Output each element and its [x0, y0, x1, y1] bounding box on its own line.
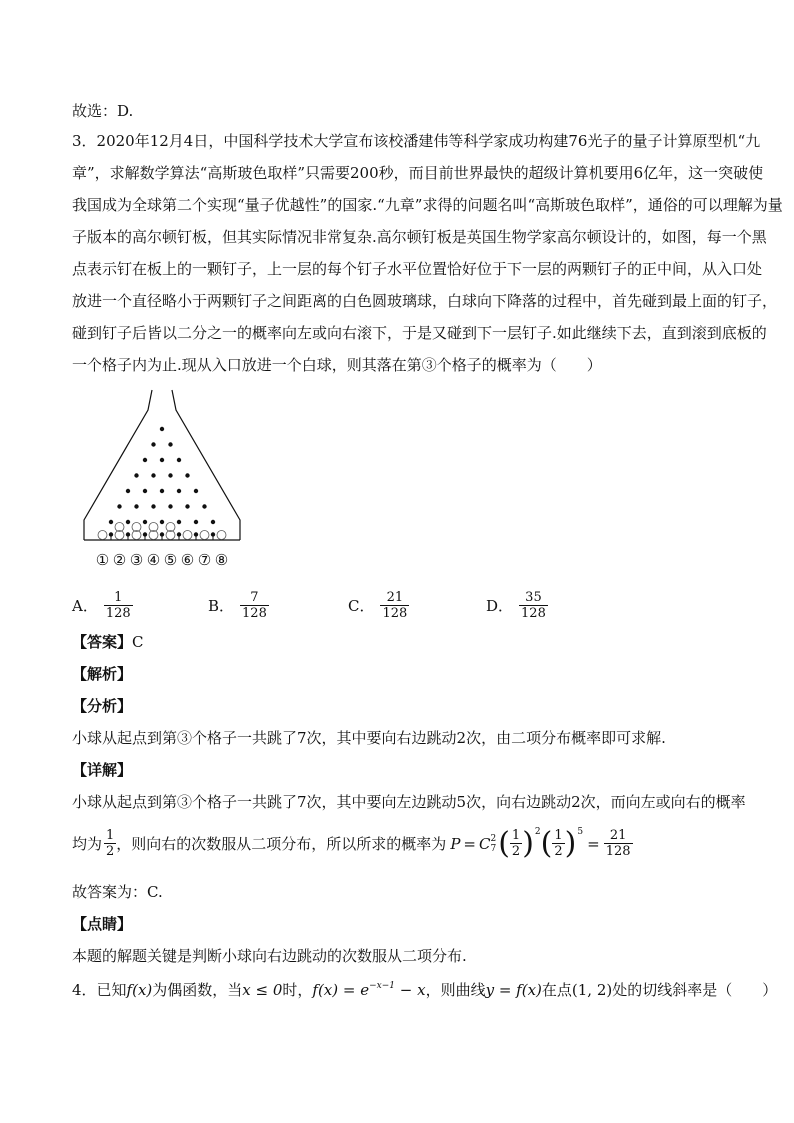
denominator: 128: [521, 606, 546, 621]
detail-text: 小球从起点到第③个格子一共跳了7次，其中要向左边跳动5次，向右边跳动2次，而向左或向右的概率: [72, 793, 746, 811]
slot-label: ⑥: [180, 551, 195, 569]
q4-math: (1, 2): [571, 981, 613, 999]
q4-text: 处的切线斜率是（ ）: [612, 981, 778, 999]
peg: [160, 458, 164, 462]
dianjing-text: 本题的解题关键是判断小球向右边跳动的次数服从二项分布.: [72, 947, 467, 965]
q4-text: ，则曲线: [425, 981, 486, 999]
slot-label: ⑧: [214, 551, 229, 569]
detail-tag: 【详解】: [72, 761, 133, 779]
peg: [211, 520, 215, 524]
numerator: 21: [386, 590, 404, 605]
answer-tag: 【答案】: [72, 633, 133, 651]
numerator: 7: [250, 590, 259, 605]
peg: [185, 473, 189, 477]
result-fraction: [604, 828, 633, 859]
white-ball: [183, 531, 192, 540]
peg: [202, 504, 206, 508]
peg: [194, 520, 198, 524]
paren-open: (: [540, 825, 553, 861]
q4-math: x ≤ 0: [242, 981, 283, 999]
choice-a[interactable]: [72, 590, 133, 621]
q4-text: 时，: [282, 981, 313, 999]
denominator: 2: [554, 844, 563, 859]
galton-board-figure: [72, 385, 252, 575]
fenxi-text: 小球从起点到第③个格子一共跳了7次，其中要向右边跳动2次，由二项分布概率即可求解.: [72, 729, 666, 747]
peg: [134, 504, 138, 508]
white-ball: [200, 531, 209, 540]
probability-formula: [72, 825, 633, 861]
peg: [134, 473, 138, 477]
q4-math: y = f(x): [485, 981, 542, 999]
numerator: 1: [106, 828, 115, 843]
choice-fraction: [519, 590, 548, 621]
analysis-tag: 【解析】: [72, 665, 133, 683]
peg: [168, 473, 172, 477]
combination-sub: 7: [490, 843, 497, 854]
half-fraction: [552, 828, 564, 859]
answer-value: C: [132, 633, 144, 651]
q3-line: 碰到钉子后皆以二分之一的概率向左或向右滚下，于是又碰到下一层钉子.如此继续下去，直到滚到底板的: [72, 324, 767, 342]
peg: [143, 489, 147, 493]
denominator: 2: [106, 844, 115, 859]
formula-prefix: 均为: [72, 835, 103, 853]
peg: [151, 504, 155, 508]
slot-label: ①: [95, 551, 110, 569]
choice-c[interactable]: [348, 590, 409, 621]
q4-text: 为偶函数，当: [152, 981, 243, 999]
formula-c: C: [478, 834, 491, 853]
q4-text: 4．已知: [72, 981, 127, 999]
q3-line: 章”，求解数学算法“高斯玻色取样”只需要200秒，而目前世界最快的超级计算机要用6亿年，这一突破使: [72, 164, 764, 182]
q3-line: 一个格子内为止.现从入口放进一个白球，则其落在第③个格子的概率为（ ）: [72, 356, 602, 374]
peg: [177, 520, 181, 524]
peg: [151, 442, 155, 446]
slot-label: ⑤: [163, 551, 178, 569]
peg: [194, 489, 198, 493]
slot-label: ③: [129, 551, 144, 569]
numerator: 1: [114, 590, 123, 605]
answer-line: [72, 632, 144, 652]
peg: [143, 520, 147, 524]
peg: [143, 458, 147, 462]
paren-close: ): [522, 825, 534, 861]
peg: [160, 427, 164, 431]
choice-letter: C．: [348, 596, 375, 615]
peg: [168, 442, 172, 446]
choice-fraction: [240, 590, 269, 621]
q3-line: 3．2020年12月4日，中国科学技术大学宣布该校潘建伟等科学家成功构建76光子的量子计算原型机“九: [72, 132, 761, 150]
half-fraction: [104, 828, 116, 859]
peg: [177, 458, 181, 462]
denominator: 128: [382, 606, 408, 621]
q4-math: − x: [395, 981, 426, 999]
choice-letter: D．: [486, 596, 514, 615]
choice-letter: A．: [72, 596, 98, 615]
fenxi-tag: 【分析】: [72, 697, 133, 715]
numerator: 35: [525, 590, 542, 605]
q3-line: 放进一个直径略小于两颗钉子之间距离的白色圆玻璃球，白球向下降落的过程中，首先碰到最上面的钉子，: [72, 292, 778, 310]
dianjing-tag: 【点睛】: [72, 915, 133, 933]
denominator: 128: [242, 606, 267, 621]
q4-exponent: −x−1: [369, 981, 395, 991]
slot-label: ②: [112, 551, 127, 569]
q3-line: 我国成为全球第二个实现“量子优越性”的国家.“九章”求得的问题名叫“高斯玻色取样”，通俗的可以理解为量: [72, 196, 783, 214]
choice-d[interactable]: [486, 590, 548, 621]
numerator: 1: [554, 828, 563, 843]
q4-math: f(x) = e: [312, 981, 370, 999]
q3-line: 点表示钉在板上的一颗钉子，上一层的每个钉子水平位置恰好位于下一层的两颗钉子的正中间，从入口处: [72, 260, 763, 278]
choice-b[interactable]: [208, 590, 269, 621]
peg: [177, 489, 181, 493]
denominator: 128: [605, 844, 631, 859]
choice-fraction: [104, 590, 133, 621]
conclusion: 故答案为：C.: [72, 883, 163, 901]
numerator: 21: [609, 828, 627, 843]
paren-open: (: [498, 825, 510, 861]
formula-middle: ，则向右的次数服从二项分布，所以所求的概率为: [116, 835, 447, 853]
formula-eq: =: [587, 834, 600, 853]
q3-line: 子版本的高尔顿钉板，但其实际情况非常复杂.高尔顿钉板是英国生物学家高尔顿设计的，如图，每一个黑: [72, 228, 767, 246]
combination-sup: 2: [490, 833, 497, 844]
numerator: 1: [511, 828, 521, 843]
q4-math: f(x): [126, 981, 153, 999]
slot-label: ⑦: [197, 551, 212, 569]
white-ball: [217, 531, 226, 540]
peg: [151, 473, 155, 477]
peg: [168, 504, 172, 508]
formula-eq: =: [463, 834, 476, 853]
denominator: 128: [105, 606, 131, 621]
previous-answer: 故选：D.: [72, 102, 134, 120]
formula-p: P: [450, 834, 461, 853]
q4-text: 在点: [541, 981, 572, 999]
choice-fraction: [380, 590, 409, 621]
denominator: 2: [511, 844, 521, 859]
question-4-stem: [72, 980, 777, 1003]
slot-label: ④: [146, 551, 161, 569]
half-fraction: [510, 828, 522, 859]
exponent: 2: [534, 826, 541, 837]
white-ball: [98, 531, 107, 540]
peg: [126, 489, 130, 493]
exponent: 5: [577, 826, 584, 837]
peg: [160, 489, 164, 493]
peg: [185, 504, 189, 508]
choice-letter: B．: [208, 596, 235, 615]
paren-close: ): [564, 825, 577, 861]
peg: [126, 520, 130, 524]
peg: [117, 504, 121, 508]
peg: [160, 520, 164, 524]
peg: [109, 520, 113, 524]
combination-indices: [490, 834, 496, 854]
